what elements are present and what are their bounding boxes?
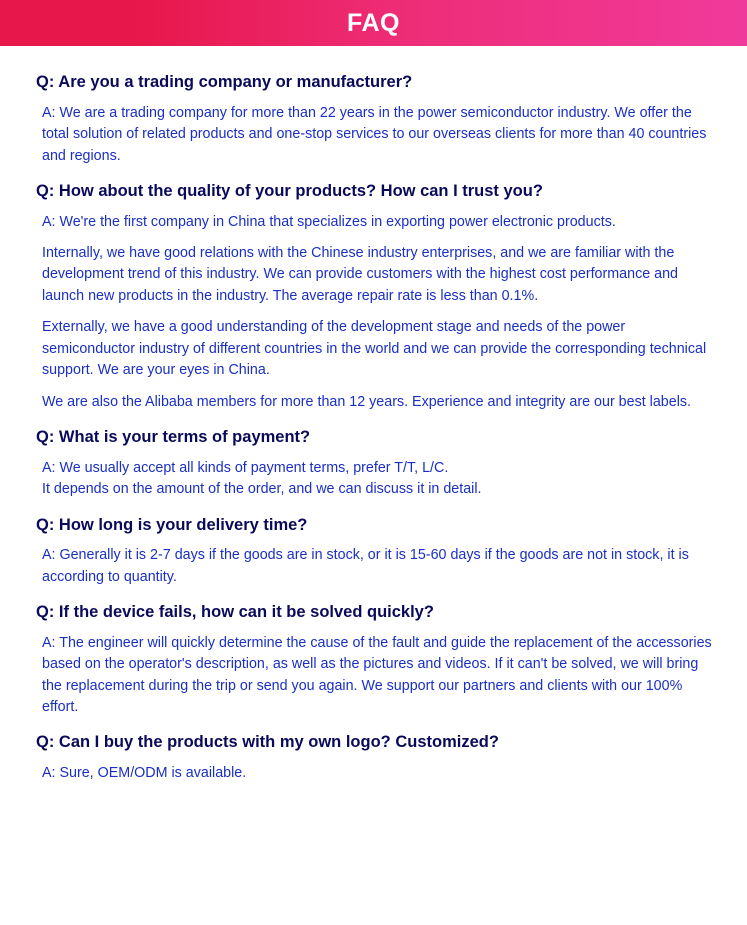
faq-header-title: FAQ <box>347 8 400 37</box>
faq-answer: A: We are a trading company for more than 22 years in the power semiconductor industry. We offer the total solution of related products and one-stop services to our overseas clients for more than 40 countries and regions. <box>42 104 707 164</box>
faq-answer: A: We're the first company in China that specializes in exporting power electronic products. <box>42 213 616 230</box>
faq-item <box>30 732 717 784</box>
faq-answer: A: We usually accept all kinds of payment terms, prefer T/T, L/C. <box>42 459 449 476</box>
faq-item <box>30 427 717 501</box>
faq-question: Q: How about the quality of your products? How can I trust you? <box>36 181 543 200</box>
faq-header-banner <box>0 0 747 46</box>
faq-item <box>30 602 717 718</box>
faq-question: Q: Are you a trading company or manufacturer? <box>36 73 413 91</box>
faq-list <box>0 46 747 785</box>
faq-answer: A: The engineer will quickly determine the cause of the fault and guide the replacement of the accessories based on the operator's description, as well as the pictures and videos. If it can't be solved, we will bring the replacement during the trip or send you again. We support our partners and clients with our 100% effort. <box>42 634 712 715</box>
faq-answer: It depends on the amount of the order, and we can discuss it in detail. <box>42 481 482 498</box>
faq-question: Q: How long is your delivery time? <box>36 515 308 534</box>
faq-answer: A: Generally it is 2-7 days if the goods are in stock, or it is 15-60 days if the goods are not in stock, it is according to quantity. <box>42 547 689 585</box>
faq-question: Q: Can I buy the products with my own logo? Customized? <box>36 733 499 752</box>
faq-item <box>30 181 717 413</box>
faq-question: Q: If the device fails, how can it be solved quickly? <box>36 603 434 622</box>
faq-answer: A: Sure, OEM/ODM is available. <box>42 765 247 782</box>
faq-answer: We are also the Alibaba members for more than 12 years. Experience and integrity are our best labels. <box>42 393 692 410</box>
faq-item <box>30 515 717 589</box>
faq-answer: Internally, we have good relations with the Chinese industry enterprises, and we are familiar with the development trend of this industry. We can provide customers with the highest cost performance and launch new products in the industry. The average repair rate is less than 0.1%. <box>42 245 679 304</box>
faq-item <box>30 72 717 167</box>
faq-answer: Externally, we have a good understanding of the development stage and needs of the power semiconductor industry of different countries in the world and we can provide the corresponding technical support. We are your eyes in China. <box>42 319 707 379</box>
faq-question: Q: What is your terms of payment? <box>36 428 311 447</box>
